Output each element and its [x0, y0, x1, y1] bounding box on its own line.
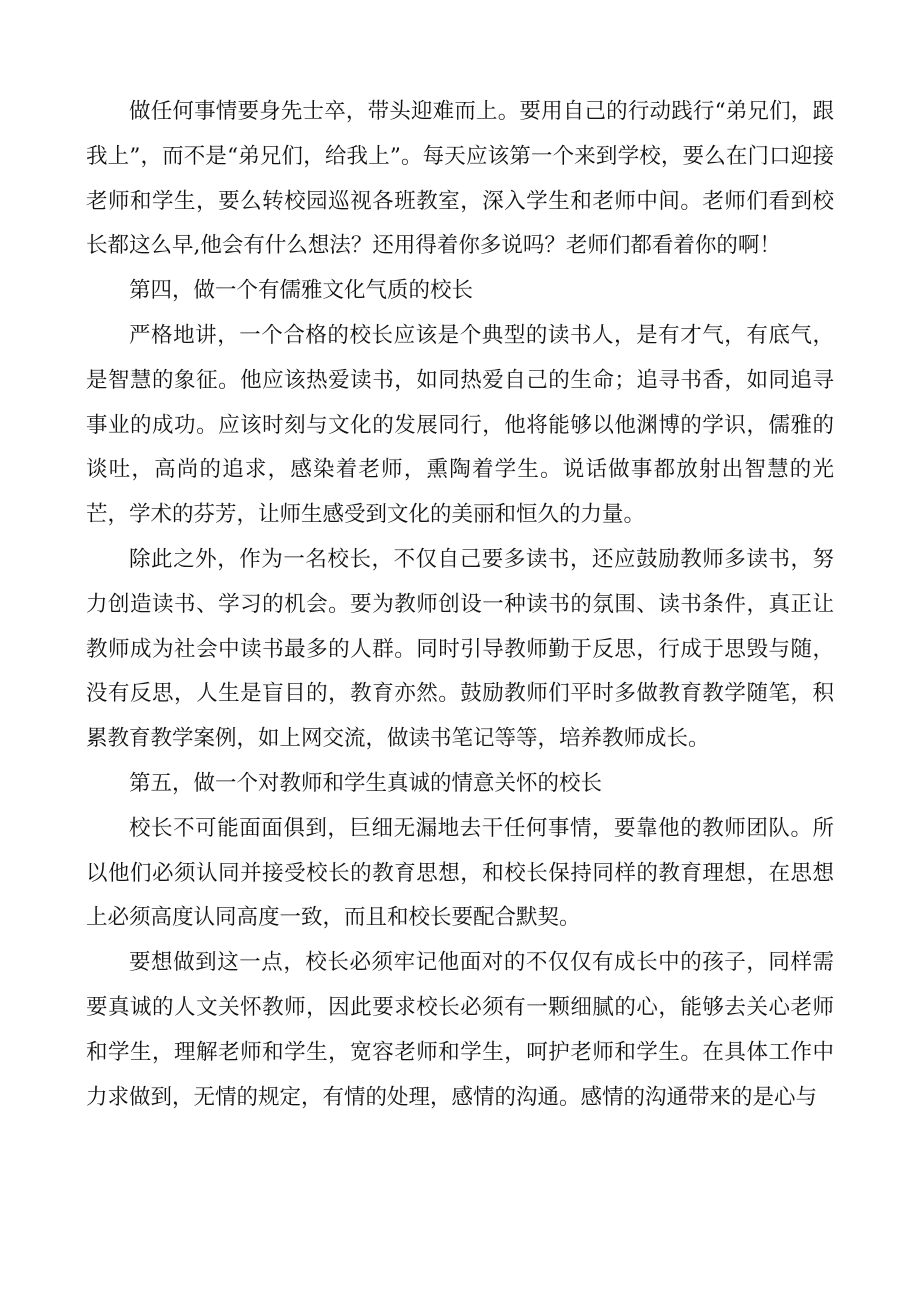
paragraph-scholarly-principal: 严格地讲，一个合格的校长应该是个典型的读书人，是有才气，有底气，是智慧的象征。他应该热爱读书，如同热爱自己的生命；追寻书香，如同追寻事业的成功。应该时刻与文化的发展同行，他将能够以他渊博的学识，儒雅的谈吐，高尚的追求，感染着老师，熏陶着学生。说话做事都放射出智慧的光芒，学术的芬芳，让师生感受到文化的美丽和恒久的力量。 — [86, 322, 834, 528]
section-heading-five: 第五，做一个对教师和学生真诚的情意关怀的校长 — [129, 770, 603, 796]
paragraph-teacher-team: 校长不可能面面俱到，巨细无漏地去干任何事情，要靠他的教师团队。所以他们必须认同并接受校长的教育思想，和校长保持同样的教育理想，在思想上必须高度认同高度一致，而且和校长要配合默契。 — [86, 815, 834, 931]
section-heading-four: 第四，做一个有儒雅文化气质的校长 — [129, 278, 474, 304]
document-body — [86, 90, 834, 1120]
paragraph-humanistic-care: 要想做到这一点，校长必须牢记他面对的不仅仅有成长中的孩子，同样需要真诚的人文关怀教师，因此要求校长必须有一颗细腻的心，能够去关心老师和学生，理解老师和学生，宽容老师和学生，呵护老师和学生。在具体工作中力求做到，无情的规定，有情的处理，感情的沟通。感情的沟通带来的是心与 — [86, 950, 834, 1110]
paragraph-encourage-reading: 除此之外，作为一名校长，不仅自己要多读书，还应鼓励教师多读书，努力创造读书、学习的机会。要为教师创设一种读书的氛围、读书条件，真正让教师成为社会中读书最多的人群。同时引导教师勤于反思，行成于思毁与随，没有反思，人生是盲目的，教育亦然。鼓励教师们平时多做教育教学随笔，积累教育教学案例，如上网交流，做读书笔记等等，培养教师成长。 — [86, 546, 834, 752]
paragraph-lead-by-example: 做任何事情要身先士卒，带头迎难而上。要用自己的行动践行“弟兄们，跟我上”，而不是“弟兄们，给我上”。每天应该第一个来到学校，要么在门口迎接老师和学生，要么转校园巡视各班教室，深入学生和老师中间。老师们看到校长都这么早,他会有什么想法？还用得着你多说吗？老师们都看着你的啊！ — [86, 99, 834, 259]
